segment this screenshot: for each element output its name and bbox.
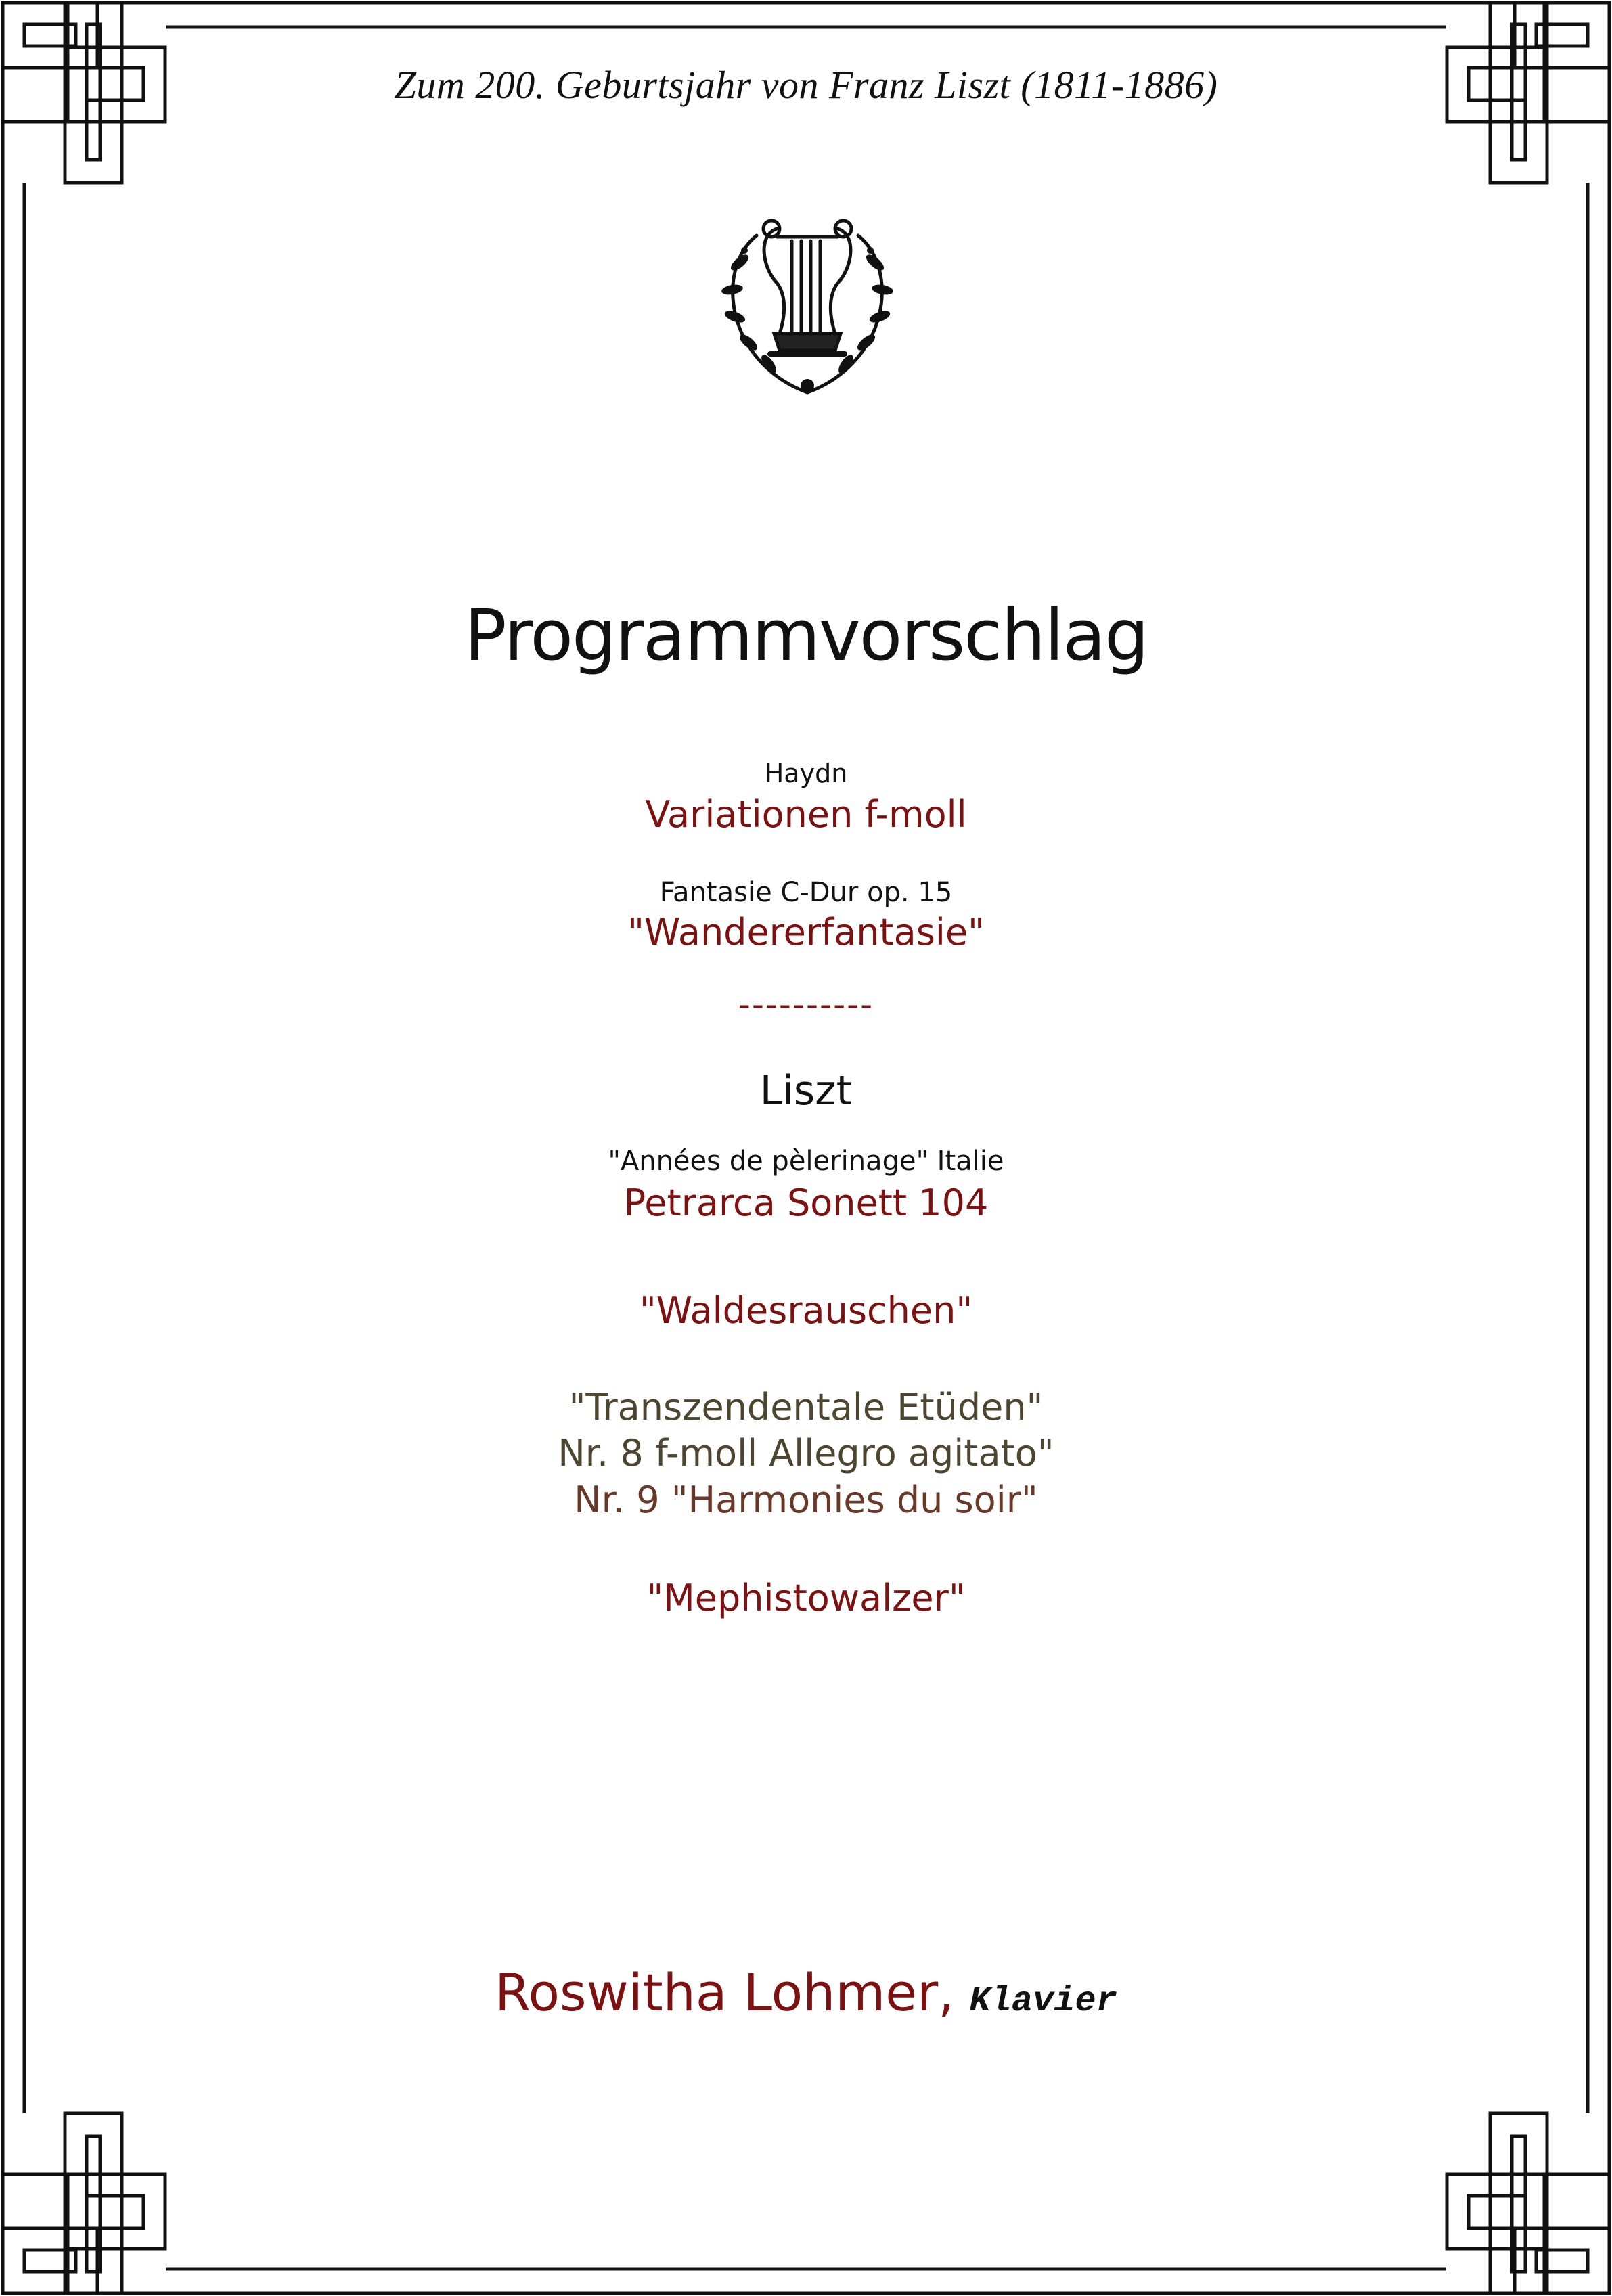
waldesrauschen-title: "Waldesrauschen" [639, 1289, 973, 1332]
etude-9-title: Nr. 9 "Harmonies du soir" [574, 1479, 1038, 1521]
page-title: Programmvorschlag [464, 594, 1148, 677]
performer-name: Roswitha Lohmer, [495, 1962, 955, 2023]
liszt-composer: Liszt [759, 1067, 853, 1115]
wandererfantasie-title: "Wandererfantasie" [627, 911, 985, 953]
lyre-wreath-icon [709, 208, 905, 397]
mephistowalzer-title: "Mephistowalzer" [646, 1577, 966, 1619]
anniversary-header: Zum 200. Geburtsjahr von Franz Liszt (1811-1886) [394, 63, 1218, 107]
haydn-composer: Haydn [764, 759, 848, 788]
etudes-title: "Transzendentale Etüden" [568, 1386, 1044, 1428]
performer-instrument: Klavier [969, 1981, 1117, 2021]
section-separator: ---------- [738, 985, 874, 1024]
etude-8-title: Nr. 8 f-moll Allegro agitato" [558, 1432, 1054, 1475]
fantasie-subtitle: Fantasie C-Dur op. 15 [659, 877, 953, 908]
haydn-work-title: Variationen f-moll [645, 793, 967, 836]
petrarca-sonett-title: Petrarca Sonett 104 [623, 1181, 989, 1224]
performer-line [0, 1962, 1612, 2023]
annees-cycle: "Années de pèlerinage" Italie [608, 1146, 1004, 1177]
